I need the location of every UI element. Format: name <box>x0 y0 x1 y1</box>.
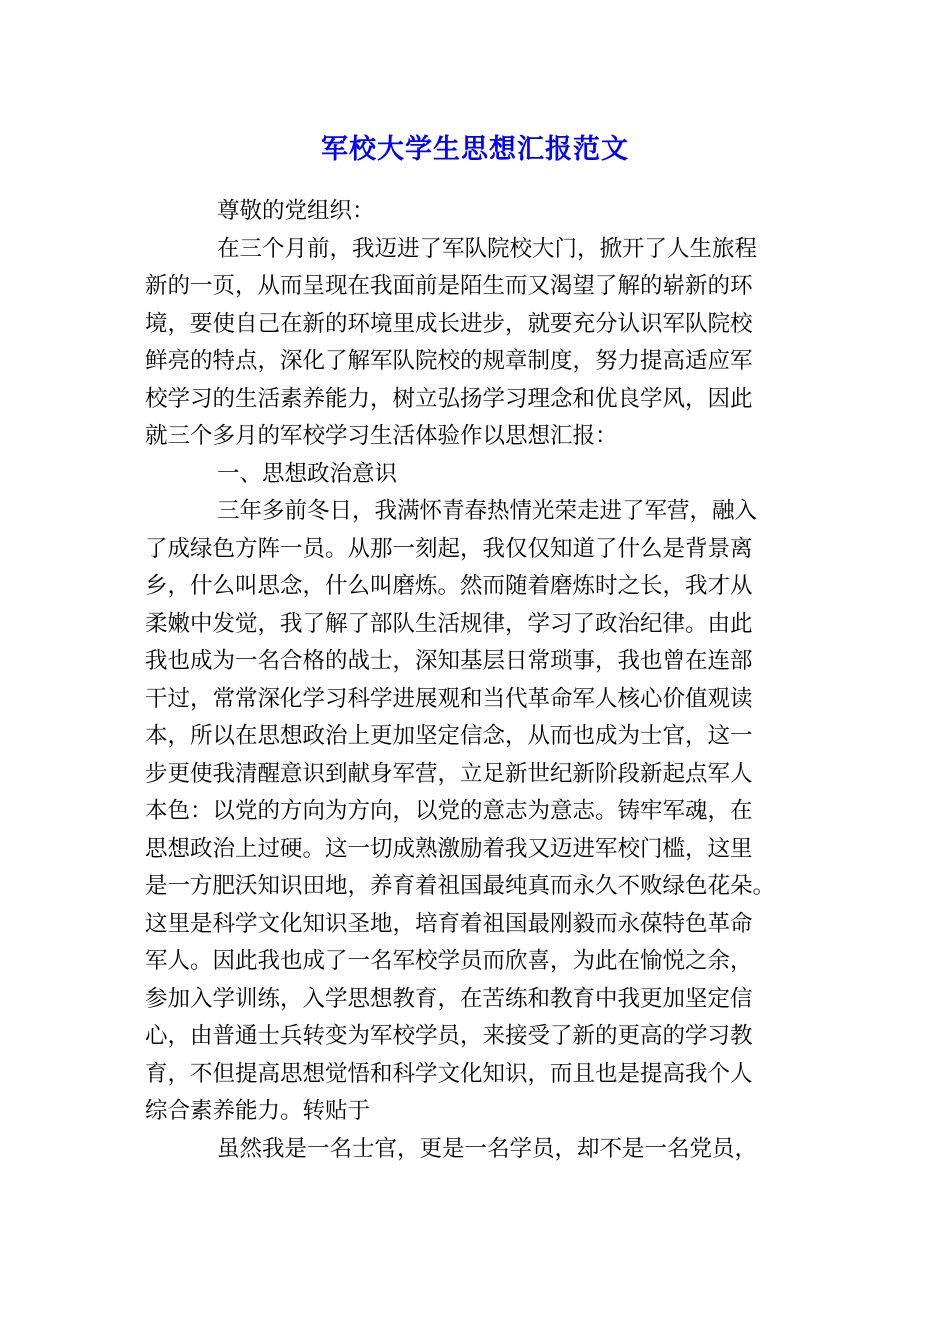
body-line: 校学习的生活素养能力，树立弘扬学习理念和优良学风，因此 <box>145 385 753 412</box>
body-line: 境，要使自己在新的环境里成长进步，就要充分认识军队院校 <box>145 310 753 337</box>
body-line: 思想政治上过硬。这一切成熟激励着我又迈进军校门槛，这里 <box>145 835 753 862</box>
body-line: 心，由普通士兵转变为军校学员，来接受了新的更高的学习教 <box>145 1023 753 1049</box>
body-line: 虽然我是一名士官，更是一名学员，却不是一名党员， <box>217 1135 758 1162</box>
body-line: 一、思想政治意识 <box>217 460 398 487</box>
body-line: 乡，什么叫思念，什么叫磨炼。然而随着磨炼时之长，我才从 <box>145 573 753 599</box>
body-line: 柔嫩中发觉，我了解了部队生活规律，学习了政治纪律。由此 <box>145 610 753 637</box>
document-body <box>145 193 805 1168</box>
body-line: 就三个多月的军校学习生活体验作以思想汇报： <box>145 423 618 449</box>
body-line: 尊敬的党组织： <box>217 198 375 224</box>
body-line: 我也成为一名合格的战士，深知基层日常琐事，我也曾在连部 <box>145 648 753 674</box>
body-line: 在三个月前，我迈进了军队院校大门，掀开了人生旅程 <box>217 235 758 262</box>
body-line: 军人。因此我也成了一名军校学员而欣喜，为此在愉悦之余， <box>145 948 753 974</box>
body-line: 步更使我清醒意识到献身军营，立足新世纪新阶段新起点军人 <box>145 760 753 787</box>
document-title: 军校大学生思想汇报范文 <box>321 134 629 165</box>
body-line: 这里是科学文化知识圣地，培育着祖国最刚毅而永葆特色革命 <box>145 910 753 937</box>
body-line: 参加入学训练，入学思想教育，在苦练和教育中我更加坚定信 <box>145 985 753 1012</box>
body-line: 是一方肥沃知识田地，养育着祖国最纯真而永久不败绿色花朵。 <box>145 873 776 899</box>
body-line: 本，所以在思想政治上更加坚定信念，从而也成为士官，这一 <box>145 723 753 749</box>
body-line: 干过，常常深化学习科学进展观和当代革命军人核心价值观读 <box>145 685 753 712</box>
body-line: 本色：以党的方向为方向，以党的意志为意志。铸牢军魂，在 <box>145 798 753 824</box>
body-line: 新的一页，从而呈现在我面前是陌生而又渴望了解的崭新的环 <box>145 273 753 299</box>
body-line: 了成绿色方阵一员。从那一刻起，我仅仅知道了什么是背景离 <box>145 535 753 562</box>
body-line: 鲜亮的特点，深化了解军队院校的规章制度，努力提高适应军 <box>145 348 753 374</box>
body-line: 育，不但提高思想觉悟和科学文化知识，而且也是提高我个人 <box>145 1060 753 1087</box>
body-line: 三年多前冬日，我满怀青春热情光荣走进了军营，融入 <box>217 498 758 524</box>
body-line: 综合素养能力。转贴于 <box>145 1098 371 1124</box>
